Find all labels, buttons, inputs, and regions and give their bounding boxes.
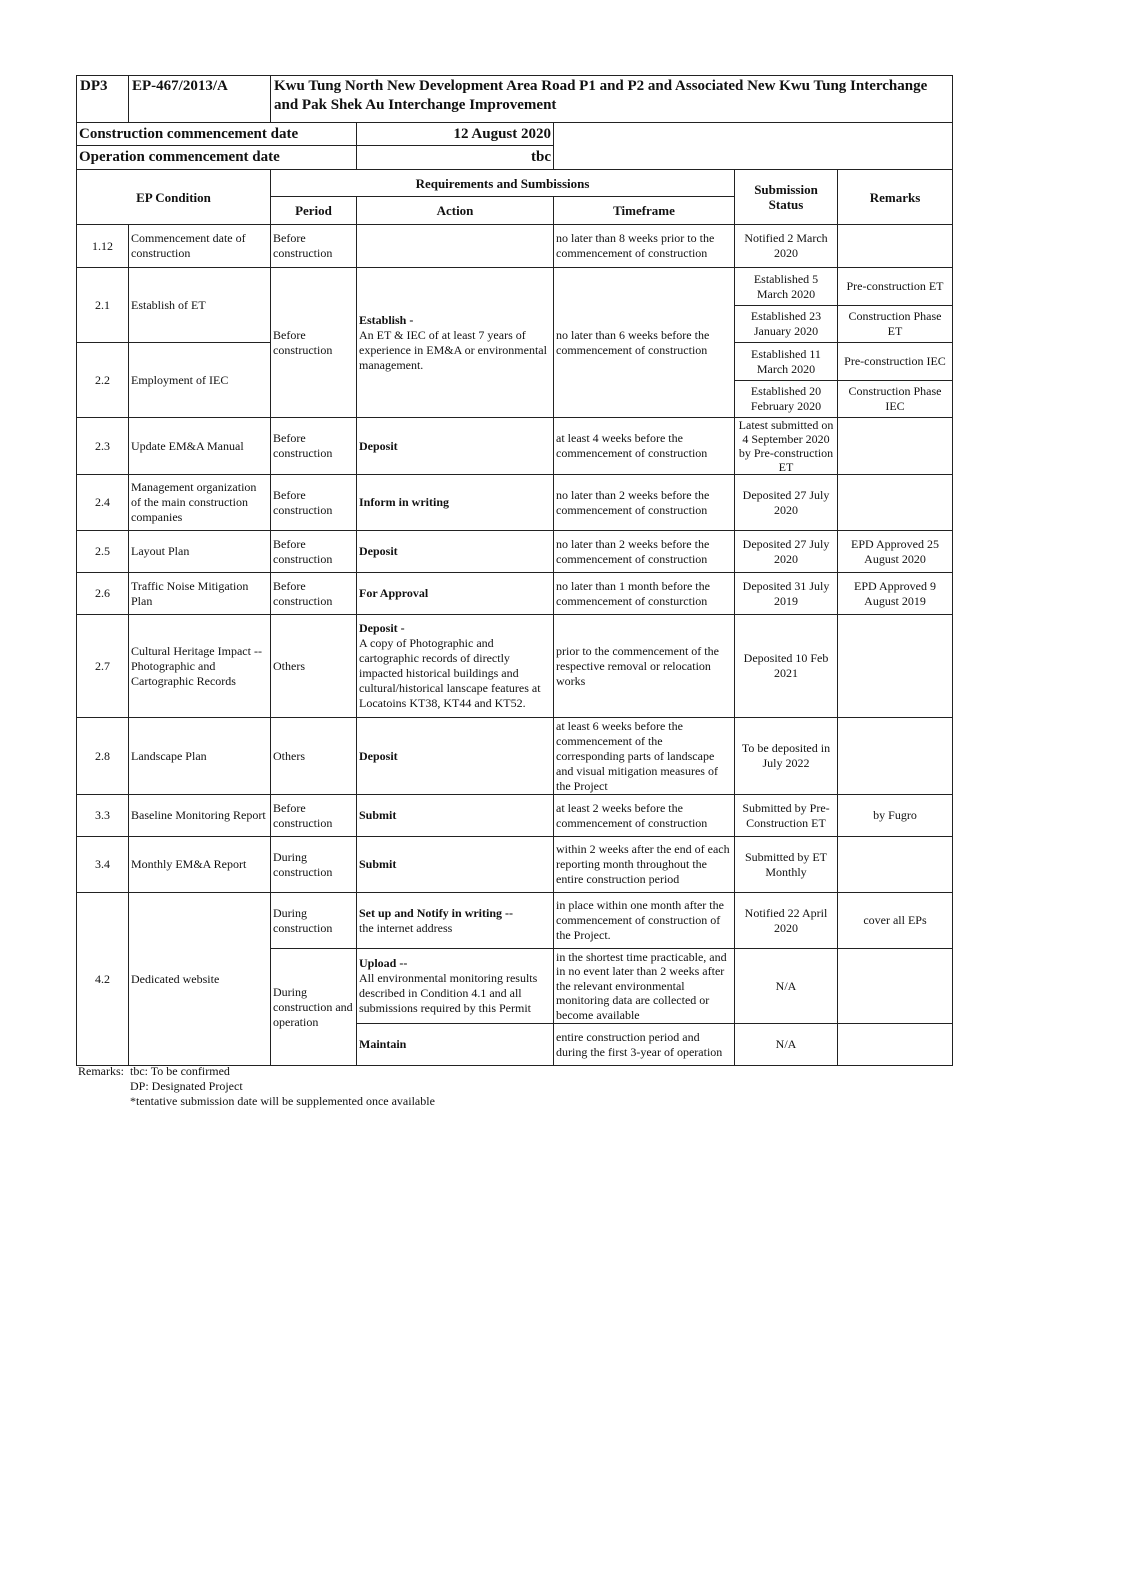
project-header bbox=[76, 75, 953, 123]
condition-description: Commencement date of construction bbox=[129, 225, 271, 268]
status-cell: Established 5 March 2020 bbox=[735, 268, 838, 306]
status-cell: Deposited 27 July 2020 bbox=[735, 531, 838, 573]
action-label: Upload -- bbox=[359, 956, 408, 970]
table-row bbox=[77, 573, 953, 615]
condition-description: Baseline Monitoring Report bbox=[129, 795, 271, 837]
condition-description: Cultural Heritage Impact -- Photographic and Cartographic Records bbox=[129, 615, 271, 718]
period-cell: Others bbox=[271, 718, 357, 795]
dates-blank-cell bbox=[554, 123, 953, 170]
table-row bbox=[77, 225, 953, 268]
condition-description: Employment of IEC bbox=[129, 343, 271, 418]
action-cell: Submit bbox=[357, 837, 554, 893]
table-row bbox=[77, 795, 953, 837]
period-cell: Before construction bbox=[271, 268, 357, 418]
timeframe-cell: at least 4 weeks before the commencement of construction bbox=[554, 418, 735, 475]
condition-number: 2.7 bbox=[77, 615, 129, 718]
footnotes-label: Remarks: bbox=[78, 1064, 124, 1078]
period-cell: During construction and operation bbox=[271, 949, 357, 1066]
remarks-cell: Construction Phase IEC bbox=[838, 381, 953, 418]
table-row bbox=[77, 893, 953, 949]
status-cell: Submitted by Pre-Construction ET bbox=[735, 795, 838, 837]
action-cell: Deposit bbox=[357, 418, 554, 475]
period-cell: Others bbox=[271, 615, 357, 718]
col-header-requirements: Requirements and Sumbissions bbox=[271, 170, 735, 197]
action-cell: Deposit bbox=[357, 531, 554, 573]
timeframe-cell: no later than 2 weeks before the commencement of construction bbox=[554, 531, 735, 573]
remarks-cell bbox=[838, 418, 953, 475]
action-label: Establish - bbox=[359, 312, 414, 327]
condition-description: Update EM&A Manual bbox=[129, 418, 271, 475]
table-row bbox=[77, 718, 953, 795]
period-cell: Before construction bbox=[271, 475, 357, 531]
period-cell: Before construction bbox=[271, 531, 357, 573]
remarks-cell: EPD Approved 9 August 2019 bbox=[838, 573, 953, 615]
condition-number: 3.3 bbox=[77, 795, 129, 837]
table-row bbox=[77, 837, 953, 893]
remarks-cell bbox=[838, 718, 953, 795]
table-row bbox=[77, 475, 953, 531]
table-row bbox=[77, 418, 953, 475]
timeframe-cell: in place within one month after the commencement of construction of the Project. bbox=[554, 893, 735, 949]
timeframe-cell: entire construction period and during the first 3-year of operation bbox=[554, 1024, 735, 1066]
action-cell: For Approval bbox=[357, 573, 554, 615]
remarks-cell bbox=[838, 615, 953, 718]
footnotes bbox=[78, 1064, 435, 1109]
period-cell: Before construction bbox=[271, 573, 357, 615]
table-row bbox=[77, 531, 953, 573]
timeframe-cell: prior to the commencement of the respective removal or relocation works bbox=[554, 615, 735, 718]
condition-description: Management organization of the main construction companies bbox=[129, 475, 271, 531]
ep-conditions-table bbox=[76, 169, 953, 1066]
status-cell: Established 11 March 2020 bbox=[735, 343, 838, 381]
remarks-cell bbox=[838, 837, 953, 893]
timeframe-cell: no later than 1 month before the commencement of consturction bbox=[554, 573, 735, 615]
operation-date-value: tbc bbox=[357, 146, 554, 170]
condition-description: Layout Plan bbox=[129, 531, 271, 573]
action-text: An ET & IEC of at least 7 years of experience in EM&A or environmental management. bbox=[359, 327, 547, 372]
condition-number: 2.8 bbox=[77, 718, 129, 795]
timeframe-cell: at least 6 weeks before the commencement of the corresponding parts of landscape and visual mitigation measures of the Project bbox=[554, 718, 735, 795]
condition-description: Establish of ET bbox=[129, 268, 271, 343]
remarks-cell bbox=[838, 949, 953, 1024]
col-header-ep-condition: EP Condition bbox=[77, 170, 271, 225]
action-cell: Inform in writing bbox=[357, 475, 554, 531]
action-text: the internet address bbox=[359, 920, 453, 935]
action-cell bbox=[357, 615, 554, 718]
condition-number: 2.6 bbox=[77, 573, 129, 615]
action-text: All environmental monitoring results described in Condition 4.1 and all submissions required by this Permit bbox=[359, 971, 538, 1015]
action-cell bbox=[357, 949, 554, 1024]
timeframe-cell: no later than 6 weeks before the commencement of construction bbox=[554, 268, 735, 418]
ep-number: EP-467/2013/A bbox=[129, 76, 271, 123]
col-header-action: Action bbox=[357, 197, 554, 225]
condition-description: Landscape Plan bbox=[129, 718, 271, 795]
col-header-remarks: Remarks bbox=[838, 170, 953, 225]
table-row bbox=[77, 615, 953, 718]
status-cell: Notified 2 March 2020 bbox=[735, 225, 838, 268]
timeframe-cell: within 2 weeks after the end of each reporting month throughout the entire construction period bbox=[554, 837, 735, 893]
col-header-timeframe: Timeframe bbox=[554, 197, 735, 225]
status-cell: Submitted by ET Monthly bbox=[735, 837, 838, 893]
condition-number: 2.1 bbox=[77, 268, 129, 343]
remarks-cell bbox=[838, 225, 953, 268]
remarks-cell: EPD Approved 25 August 2020 bbox=[838, 531, 953, 573]
remarks-cell bbox=[838, 1024, 953, 1066]
commencement-dates bbox=[76, 122, 953, 170]
period-cell: Before construction bbox=[271, 418, 357, 475]
action-text: A copy of Photographic and cartographic records of directly impacted historical buildings and cultural/historical lanscape features at Locatoins KT38, KT44 and KT52. bbox=[359, 636, 541, 710]
status-cell: Deposited 31 July 2019 bbox=[735, 573, 838, 615]
col-header-submission-status: Submission Status bbox=[735, 170, 838, 225]
footnote-line: *tentative submission date will be supplemented once available bbox=[130, 1094, 435, 1108]
table-row bbox=[77, 268, 953, 306]
action-cell bbox=[357, 225, 554, 268]
timeframe-cell: at least 2 weeks before the commencement of construction bbox=[554, 795, 735, 837]
action-cell: Submit bbox=[357, 795, 554, 837]
status-cell: N/A bbox=[735, 1024, 838, 1066]
period-cell: During construction bbox=[271, 837, 357, 893]
action-cell bbox=[357, 268, 554, 418]
operation-date-label: Operation commencement date bbox=[77, 146, 357, 170]
condition-description: Traffic Noise Mitigation Plan bbox=[129, 573, 271, 615]
action-label: Deposit - bbox=[359, 621, 405, 635]
period-cell: During construction bbox=[271, 893, 357, 949]
condition-number: 3.4 bbox=[77, 837, 129, 893]
construction-date-label: Construction commencement date bbox=[77, 123, 357, 146]
timeframe-cell: no later than 8 weeks prior to the commencement of construction bbox=[554, 225, 735, 268]
condition-description: Dedicated website bbox=[129, 893, 271, 1066]
status-cell: Deposited 10 Feb 2021 bbox=[735, 615, 838, 718]
status-cell: Deposited 27 July 2020 bbox=[735, 475, 838, 531]
remarks-cell: Pre-construction IEC bbox=[838, 343, 953, 381]
period-cell: Before construction bbox=[271, 795, 357, 837]
footnote-line: tbc: To be confirmed bbox=[130, 1064, 230, 1078]
period-cell: Before construction bbox=[271, 225, 357, 268]
remarks-cell: Construction Phase ET bbox=[838, 306, 953, 343]
remarks-cell: Pre-construction ET bbox=[838, 268, 953, 306]
condition-number: 2.3 bbox=[77, 418, 129, 475]
status-cell: To be deposited in July 2022 bbox=[735, 718, 838, 795]
action-label: Set up and Notify in writing -- bbox=[359, 905, 514, 920]
status-cell: N/A bbox=[735, 949, 838, 1024]
status-cell: Notified 22 April 2020 bbox=[735, 893, 838, 949]
construction-date-value: 12 August 2020 bbox=[357, 123, 554, 146]
timeframe-cell: no later than 2 weeks before the commencement of construction bbox=[554, 475, 735, 531]
action-cell: Deposit bbox=[357, 718, 554, 795]
action-cell: Maintain bbox=[357, 1024, 554, 1066]
condition-number: 2.2 bbox=[77, 343, 129, 418]
col-header-period: Period bbox=[271, 197, 357, 225]
dp-code: DP3 bbox=[77, 76, 129, 123]
status-cell: Latest submitted on 4 September 2020 by Pre-construction ET bbox=[735, 418, 838, 475]
status-cell: Established 20 February 2020 bbox=[735, 381, 838, 418]
action-cell bbox=[357, 893, 554, 949]
status-cell: Established 23 January 2020 bbox=[735, 306, 838, 343]
timeframe-cell: in the shortest time practicable, and in no event later than 2 weeks after the relevant environmental monitoring data are collected or become available bbox=[554, 949, 735, 1024]
condition-number: 1.12 bbox=[77, 225, 129, 268]
remarks-cell: cover all EPs bbox=[838, 893, 953, 949]
remarks-cell: by Fugro bbox=[838, 795, 953, 837]
condition-number: 2.4 bbox=[77, 475, 129, 531]
footnote-line: DP: Designated Project bbox=[130, 1079, 243, 1093]
condition-number: 4.2 bbox=[77, 893, 129, 1066]
condition-number: 2.5 bbox=[77, 531, 129, 573]
project-title: Kwu Tung North New Development Area Road P1 and P2 and Associated New Kwu Tung Interchange and Pak Shek Au Interchange Improvement bbox=[271, 76, 953, 123]
condition-description: Monthly EM&A Report bbox=[129, 837, 271, 893]
remarks-cell bbox=[838, 475, 953, 531]
